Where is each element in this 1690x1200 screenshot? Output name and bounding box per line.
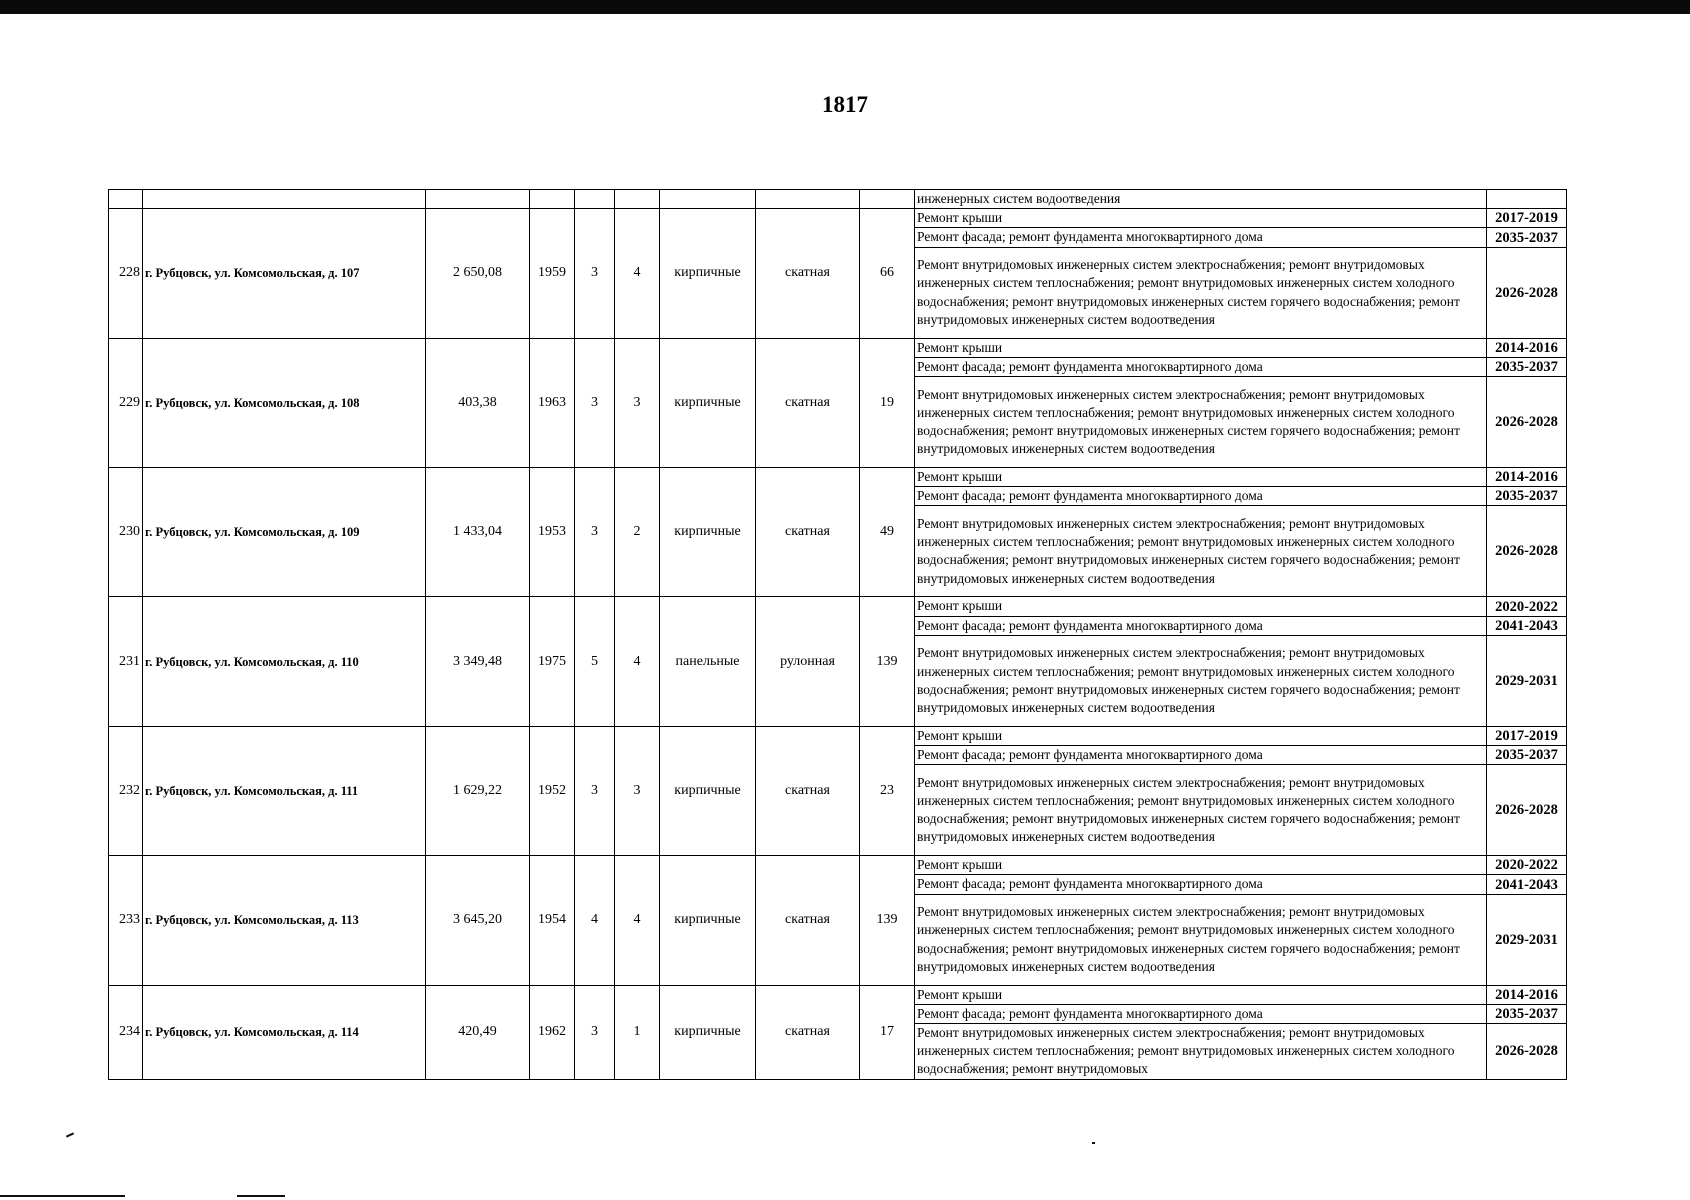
work-period: 2035-2037	[1487, 357, 1567, 376]
work-description: Ремонт внутридомовых инженерных систем электроснабжения; ремонт внутридомовых инженерных систем теплоснабжения; ремонт внутридомовых инженерных систем холодного водоснабжения; ремонт внутридомовых инженерных систем горячего водоснабжения; ремонт внутридомовых инженерных систем водоотведения	[915, 894, 1487, 985]
resident-count: 139	[860, 597, 915, 726]
work-description: Ремонт фасада; ремонт фундамента многоквартирного дома	[915, 228, 1487, 247]
work-description: Ремонт фасада; ремонт фундамента многоквартирного дома	[915, 1004, 1487, 1023]
work-description: Ремонт фасада; ремонт фундамента многоквартирного дома	[915, 357, 1487, 376]
work-period: 2041-2043	[1487, 616, 1567, 635]
total-area: 1 433,04	[426, 468, 530, 597]
work-period: 2014-2016	[1487, 468, 1567, 487]
wall-material: кирпичные	[660, 856, 756, 985]
work-description: Ремонт фасада; ремонт фундамента многоквартирного дома	[915, 616, 1487, 635]
row-number: 228	[109, 209, 143, 338]
work-period: 2035-2037	[1487, 487, 1567, 506]
cell-empty	[860, 190, 915, 209]
work-period: 2026-2028	[1487, 377, 1567, 468]
work-description: Ремонт внутридомовых инженерных систем электроснабжения; ремонт внутридомовых инженерных систем теплоснабжения; ремонт внутридомовых инженерных систем холодного водоснабжения; ремонт внутридомовых инженерных систем горячего водоснабжения; ремонт внутридомовых инженерных систем водоотведения	[915, 765, 1487, 856]
work-description: Ремонт крыши	[915, 856, 1487, 875]
wall-material: кирпичные	[660, 468, 756, 597]
table-row	[109, 468, 1567, 487]
page-number: 1817	[822, 92, 868, 117]
work-period: 2020-2022	[1487, 856, 1567, 875]
work-period: 2029-2031	[1487, 894, 1567, 985]
work-description: инженерных систем водоотведения	[915, 190, 1487, 209]
roof-type: скатная	[756, 338, 860, 467]
cell-empty	[426, 190, 530, 209]
wall-material: панельные	[660, 597, 756, 726]
table-row	[109, 726, 1567, 745]
entrance-count: 4	[615, 209, 660, 338]
work-description: Ремонт фасада; ремонт фундамента многоквартирного дома	[915, 875, 1487, 894]
work-period: 2020-2022	[1487, 597, 1567, 616]
work-description: Ремонт крыши	[915, 338, 1487, 357]
scan-mark	[0, 1195, 125, 1197]
roof-type: скатная	[756, 468, 860, 597]
floor-count: 5	[575, 597, 615, 726]
floor-count: 3	[575, 985, 615, 1079]
year-built: 1959	[530, 209, 575, 338]
address: г. Рубцовск, ул. Комсомольская, д. 108	[143, 338, 426, 467]
total-area: 3 349,48	[426, 597, 530, 726]
work-period: 2035-2037	[1487, 1004, 1567, 1023]
table-row	[109, 209, 1567, 228]
work-description: Ремонт внутридомовых инженерных систем электроснабжения; ремонт внутридомовых инженерных систем теплоснабжения; ремонт внутридомовых инженерных систем холодного водоснабжения; ремонт внутридомовых инженерных систем горячего водоснабжения; ремонт внутридомовых инженерных систем водоотведения	[915, 247, 1487, 338]
scan-mark	[237, 1195, 285, 1197]
row-number: 232	[109, 726, 143, 855]
roof-type: скатная	[756, 856, 860, 985]
floor-count: 4	[575, 856, 615, 985]
year-built: 1952	[530, 726, 575, 855]
address: г. Рубцовск, ул. Комсомольская, д. 110	[143, 597, 426, 726]
work-description: Ремонт фасада; ремонт фундамента многоквартирного дома	[915, 487, 1487, 506]
work-description: Ремонт крыши	[915, 985, 1487, 1004]
entrance-count: 3	[615, 726, 660, 855]
cell-empty	[756, 190, 860, 209]
address: г. Рубцовск, ул. Комсомольская, д. 114	[143, 985, 426, 1079]
resident-count: 66	[860, 209, 915, 338]
work-description: Ремонт внутридомовых инженерных систем электроснабжения; ремонт внутридомовых инженерных систем теплоснабжения; ремонт внутридомовых инженерных систем холодного водоснабжения; ремонт внутридомовых	[915, 1024, 1487, 1080]
work-description: Ремонт внутридомовых инженерных систем электроснабжения; ремонт внутридомовых инженерных систем теплоснабжения; ремонт внутридомовых инженерных систем холодного водоснабжения; ремонт внутридомовых инженерных систем горячего водоснабжения; ремонт внутридомовых инженерных систем водоотведения	[915, 377, 1487, 468]
cell-empty	[143, 190, 426, 209]
year-built: 1962	[530, 985, 575, 1079]
row-number: 231	[109, 597, 143, 726]
table-row-continuation	[109, 190, 1567, 209]
cell-empty	[109, 190, 143, 209]
work-period: 2026-2028	[1487, 247, 1567, 338]
wall-material: кирпичные	[660, 726, 756, 855]
work-period: 2041-2043	[1487, 875, 1567, 894]
table-row	[109, 985, 1567, 1004]
row-number: 229	[109, 338, 143, 467]
roof-type: скатная	[756, 726, 860, 855]
floor-count: 3	[575, 468, 615, 597]
work-description: Ремонт крыши	[915, 726, 1487, 745]
work-period	[1487, 190, 1567, 209]
total-area: 403,38	[426, 338, 530, 467]
scan-mark	[1092, 1142, 1095, 1144]
work-period: 2017-2019	[1487, 726, 1567, 745]
wall-material: кирпичные	[660, 985, 756, 1079]
work-description: Ремонт крыши	[915, 209, 1487, 228]
work-period: 2029-2031	[1487, 635, 1567, 726]
work-period: 2026-2028	[1487, 506, 1567, 597]
resident-count: 49	[860, 468, 915, 597]
scan-mark	[66, 1132, 74, 1137]
roof-type: скатная	[756, 985, 860, 1079]
resident-count: 23	[860, 726, 915, 855]
entrance-count: 4	[615, 597, 660, 726]
work-description: Ремонт крыши	[915, 468, 1487, 487]
total-area: 2 650,08	[426, 209, 530, 338]
roof-type: скатная	[756, 209, 860, 338]
row-number: 234	[109, 985, 143, 1079]
work-period: 2026-2028	[1487, 1024, 1567, 1080]
table-row	[109, 856, 1567, 875]
address: г. Рубцовск, ул. Комсомольская, д. 109	[143, 468, 426, 597]
work-period: 2035-2037	[1487, 228, 1567, 247]
work-period: 2014-2016	[1487, 985, 1567, 1004]
floor-count: 3	[575, 338, 615, 467]
table-row	[109, 597, 1567, 616]
work-description: Ремонт крыши	[915, 597, 1487, 616]
work-description: Ремонт внутридомовых инженерных систем электроснабжения; ремонт внутридомовых инженерных систем теплоснабжения; ремонт внутридомовых инженерных систем холодного водоснабжения; ремонт внутридомовых инженерных систем горячего водоснабжения; ремонт внутридомовых инженерных систем водоотведения	[915, 635, 1487, 726]
year-built: 1953	[530, 468, 575, 597]
year-built: 1975	[530, 597, 575, 726]
cell-empty	[575, 190, 615, 209]
wall-material: кирпичные	[660, 338, 756, 467]
address: г. Рубцовск, ул. Комсомольская, д. 111	[143, 726, 426, 855]
entrance-count: 3	[615, 338, 660, 467]
year-built: 1963	[530, 338, 575, 467]
entrance-count: 4	[615, 856, 660, 985]
work-period: 2017-2019	[1487, 209, 1567, 228]
work-period: 2035-2037	[1487, 746, 1567, 765]
row-number: 233	[109, 856, 143, 985]
resident-count: 139	[860, 856, 915, 985]
work-period: 2014-2016	[1487, 338, 1567, 357]
entrance-count: 1	[615, 985, 660, 1079]
cell-empty	[660, 190, 756, 209]
year-built: 1954	[530, 856, 575, 985]
floor-count: 3	[575, 209, 615, 338]
address: г. Рубцовск, ул. Комсомольская, д. 107	[143, 209, 426, 338]
total-area: 3 645,20	[426, 856, 530, 985]
roof-type: рулонная	[756, 597, 860, 726]
cell-empty	[615, 190, 660, 209]
total-area: 420,49	[426, 985, 530, 1079]
entrance-count: 2	[615, 468, 660, 597]
capital-repair-table	[108, 189, 1567, 1080]
address: г. Рубцовск, ул. Комсомольская, д. 113	[143, 856, 426, 985]
resident-count: 19	[860, 338, 915, 467]
total-area: 1 629,22	[426, 726, 530, 855]
cell-empty	[530, 190, 575, 209]
floor-count: 3	[575, 726, 615, 855]
work-description: Ремонт внутридомовых инженерных систем электроснабжения; ремонт внутридомовых инженерных систем теплоснабжения; ремонт внутридомовых инженерных систем холодного водоснабжения; ремонт внутридомовых инженерных систем горячего водоснабжения; ремонт внутридомовых инженерных систем водоотведения	[915, 506, 1487, 597]
wall-material: кирпичные	[660, 209, 756, 338]
table-row	[109, 338, 1567, 357]
work-description: Ремонт фасада; ремонт фундамента многоквартирного дома	[915, 746, 1487, 765]
resident-count: 17	[860, 985, 915, 1079]
scan-top-border	[0, 0, 1690, 14]
work-period: 2026-2028	[1487, 765, 1567, 856]
row-number: 230	[109, 468, 143, 597]
